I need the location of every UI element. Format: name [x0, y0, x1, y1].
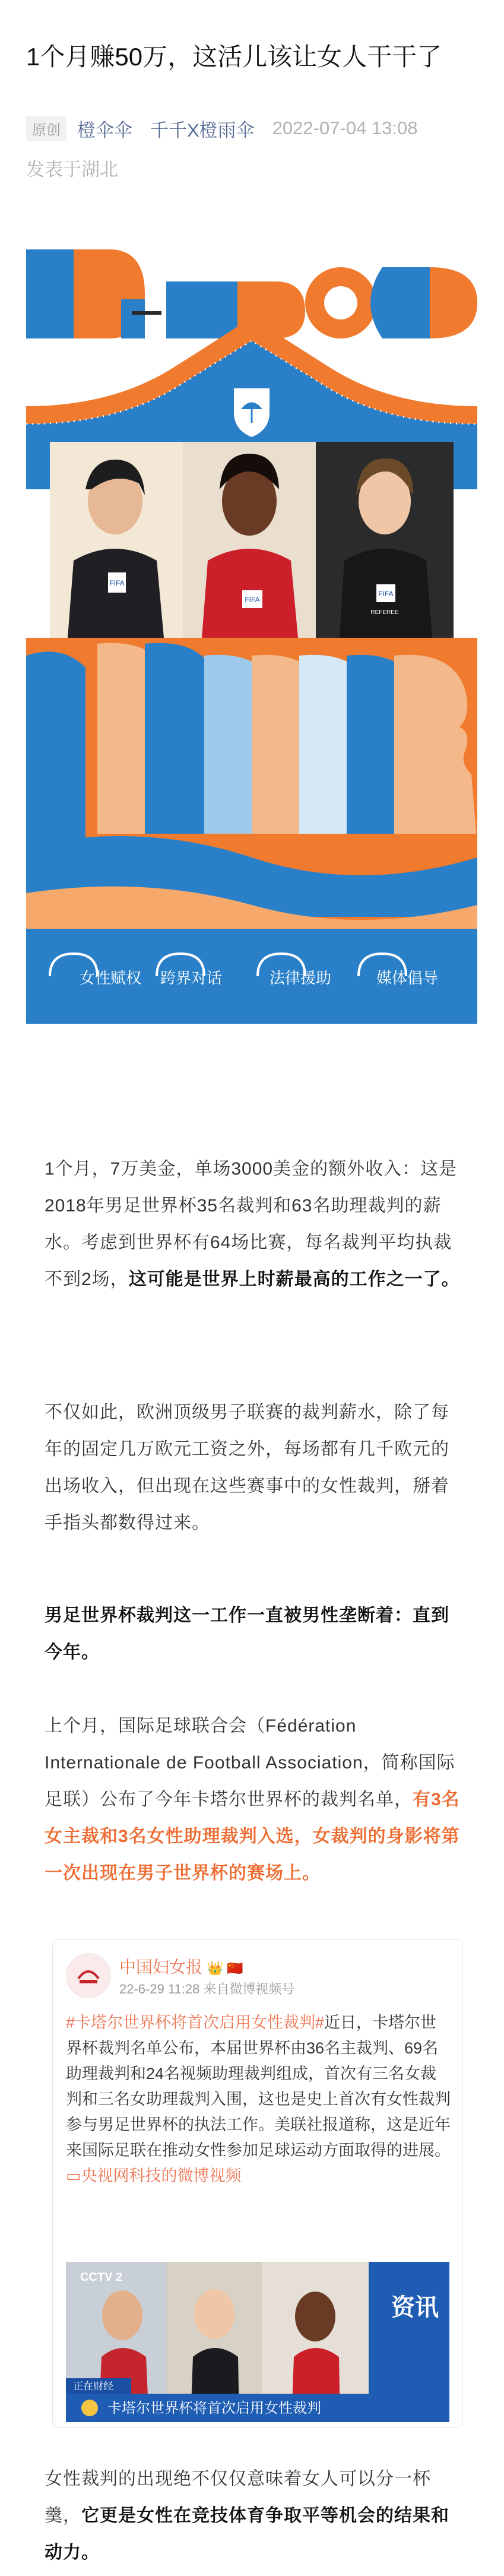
weibo-timestamp: 22-6-29 11:28 来自微博视频号 [119, 1982, 295, 1996]
publish-location: 发表于湖北 [26, 159, 118, 180]
weibo-post-text [66, 2010, 452, 2189]
paragraph-league: 不仅如此，欧洲顶级男子联赛的裁判薪水，除了每年的固定几万欧元工资之外，每场都有几千欧元的出场收入，但出现在这些赛事中的女性裁判，掰着手指头都数得过来。 [45, 1403, 449, 1533]
paragraph-salary [45, 1151, 466, 1298]
weibo-video-link[interactable] [66, 2167, 242, 2185]
weibo-body: 近日，卡塔尔世界杯裁判名单公布，本届世界杯由36名主裁判、69名助理裁判和24名视频助理裁判组成，首次有三名女裁判和三名女助理裁判入围，这也是史上首次有女性裁判参与男足世界杯的执法工作。美联社报道称，这是近年来国际足联在推动女性参加足球运动方面取得的进展。 [66, 2014, 451, 2159]
weibo-username[interactable] [119, 1954, 243, 1978]
video-link-icon: ▭ [66, 2167, 81, 2185]
weibo-video-link-text[interactable]: 央视网科技的微博视频 [81, 2167, 242, 2185]
publish-date: 2022-07-04 13:08 [272, 118, 418, 138]
paragraph-fifa-highlight: 有3名女主裁和3名女性助理裁判入选，女裁判的身影将第一次出现在男子世界杯的赛场上。 [45, 1790, 460, 1883]
paragraph-conclusion [45, 2461, 466, 2571]
poster-tag-legal-aid: 法律援助 [270, 970, 332, 988]
paragraph-salary-emphasis: 这可能是世界上时薪最高的工作之一了。 [128, 1270, 460, 1289]
cover-poster [26, 228, 477, 1083]
weibo-avatar[interactable] [66, 1953, 111, 1998]
poster-illustration [26, 228, 477, 1083]
referee-photos [50, 442, 454, 638]
newspaper-logo-icon [66, 1954, 110, 1998]
original-tag: 原创 [26, 116, 66, 141]
weibo-embed-card[interactable] [52, 1939, 463, 2428]
paragraph-fifa-text: 上个月，国际足球联合会（Fédération Internationale de Football Association，简称国际足联）公布了今年卡塔尔世界杯的裁判名单， [45, 1716, 455, 1809]
poster-tag-dialogue: 跨界对话 [160, 970, 223, 988]
paragraph-fifa [45, 1708, 466, 1892]
fifa-badge-3: FIFA [378, 590, 394, 598]
video-program-bar: 正在财经 [73, 2381, 113, 2393]
article-meta [26, 116, 417, 140]
video-side-text: 资讯 [391, 2294, 439, 2321]
paragraph-conclusion-emphasis: 它更是女性在竞技体育争取平等机会的结果和动力。 [45, 2506, 449, 2562]
referee-label: REFEREE [370, 609, 399, 616]
paragraph-salary-text: 1个月，7万美金，单场3000美金的额外收入：这是2018年男足世界杯35名裁判和63名助理裁判的薪水。考虑到世界杯有64场比赛，每名裁判平均执裁不到2场， [45, 1159, 458, 1289]
weibo-badges: 👑 🇨🇳 [207, 1961, 243, 1976]
weibo-video-thumbnail[interactable] [66, 2262, 449, 2422]
poster-tag-empowerment: 女性赋权 [80, 970, 142, 988]
poster-tag-media: 媒体倡导 [376, 970, 439, 988]
paragraph-monopoly [45, 1597, 466, 1671]
weibo-header [53, 1940, 462, 2005]
weibo-hashtag-link[interactable]: #卡塔尔世界杯将首次启用女性裁判# [66, 2014, 325, 2031]
fifa-badge-1: FIFA [109, 579, 125, 587]
video-caption: 卡塔尔世界杯将首次启用女性裁判 [107, 2400, 321, 2416]
paragraph-monopoly-text: 男足世界杯裁判这一工作一直被男性垄断着：直到今年。 [45, 1606, 449, 1662]
account-link[interactable]: 千千X橙雨伞 [150, 119, 255, 141]
cctv-logo: CCTV 2 [80, 2271, 123, 2284]
fifa-badge-2: FIFA [245, 596, 260, 604]
paragraph-conclusion-text: 女性裁判的出现绝不仅仅意味着女人可以分一杯羹， [45, 2469, 431, 2526]
video-frame [66, 2262, 449, 2422]
weibo-username-text[interactable]: 中国妇女报 [119, 1958, 203, 1976]
article-title: 1个月赚50万，这活儿该让女人干干了 [26, 43, 442, 71]
author-link[interactable]: 橙伞伞 [77, 119, 132, 141]
